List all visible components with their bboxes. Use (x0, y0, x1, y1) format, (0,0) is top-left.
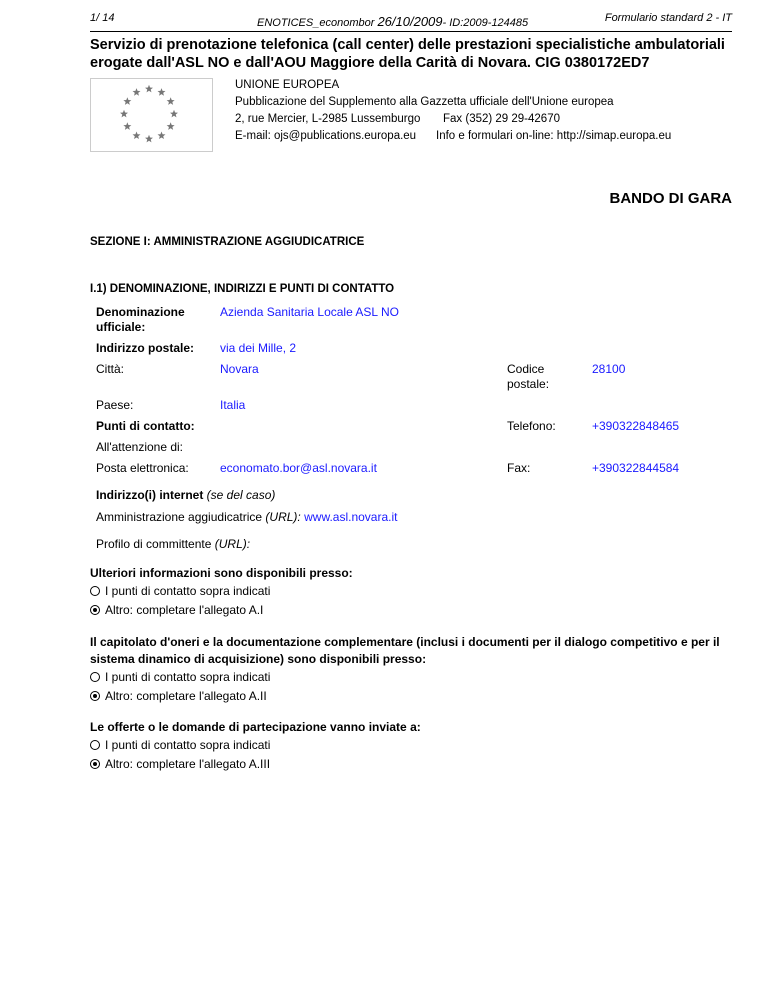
profilo-note: (URL): (214, 537, 251, 551)
capitolato-heading: Il capitolato d'oneri e la documentazione complementare (inclusi i documenti per il dialogo competitivo e per il sistema dinamico di acquisizione) sono disponibili presso: (90, 635, 720, 666)
radio-checked-icon[interactable] (90, 691, 100, 701)
value-cap: 28100 (592, 362, 626, 376)
radio-checked-icon[interactable] (90, 605, 100, 615)
label-paese: Paese: (96, 398, 134, 412)
offerte-option-2[interactable] (90, 757, 270, 771)
eu-publication: Pubblicazione del Supplemento alla Gazzetta ufficiale dell'Unione europea (235, 96, 614, 108)
section-heading: SEZIONE I: AMMINISTRAZIONE AGGIUDICATRICE (90, 236, 365, 248)
radio-unchecked-icon[interactable] (90, 586, 100, 596)
document-number: - ID:2009-124485 (442, 17, 529, 29)
value-fax: +390322844584 (592, 461, 680, 475)
eu-email: E-mail: ojs@publications.europa.eu (235, 130, 417, 142)
eu-star-icon (145, 85, 153, 93)
amministrazione-url[interactable]: www.asl.novara.it (304, 510, 398, 524)
capitolato-option-1[interactable] (90, 670, 270, 684)
ulteriori-option-2-label: Altro: completare l'allegato A.I (105, 603, 264, 617)
document-date: 26/10/2009 (377, 14, 443, 29)
capitolato-option-2[interactable] (90, 689, 267, 703)
profilo-row (96, 537, 250, 551)
ulteriori-option-2[interactable] (90, 603, 263, 617)
offerte-option-1[interactable] (90, 738, 270, 752)
internet-label: Indirizzo(i) internet (96, 488, 204, 502)
label-fax: Fax: (507, 461, 531, 475)
eu-star-icon (133, 131, 141, 139)
eu-star-icon (120, 110, 128, 118)
value-telefono: +390322848465 (592, 419, 680, 433)
offerte-heading: Le offerte o le domande di partecipazione vanno inviate a: (90, 720, 421, 734)
internet-heading (96, 488, 275, 502)
label-punti-contatto: Punti di contatto: (96, 419, 195, 433)
eu-star-icon (145, 135, 153, 143)
ulteriori-heading: Ulteriori informazioni sono disponibili presso: (90, 566, 353, 580)
eu-publication-info (235, 77, 671, 145)
label-citta: Città: (96, 362, 125, 376)
eu-flag-logo (90, 78, 213, 152)
amministrazione-url-row (96, 510, 397, 524)
value-citta: Novara (220, 362, 259, 376)
capitolato-option-2-label: Altro: completare l'allegato A.II (105, 689, 267, 703)
page-number: 1/ 14 (90, 12, 115, 24)
label-telefono: Telefono: (507, 419, 556, 433)
document-id (257, 14, 528, 29)
document-prefix: ENOTICES_econombor (257, 17, 375, 29)
value-denominazione: Azienda Sanitaria Locale ASL NO (220, 305, 399, 319)
eu-info: Info e formulari on-line: http://simap.europa.eu (436, 130, 672, 142)
ulteriori-option-1[interactable] (90, 584, 270, 598)
subsection-heading: I.1) DENOMINAZIONE, INDIRIZZI E PUNTI DI CONTATTO (90, 283, 395, 295)
label-indirizzo: Indirizzo postale: (96, 341, 195, 355)
amministrazione-note: (URL): (265, 510, 301, 524)
radio-checked-icon[interactable] (90, 759, 100, 769)
label-attenzione: All'attenzione di: (96, 440, 184, 454)
radio-unchecked-icon[interactable] (90, 672, 100, 682)
offerte-option-2-label: Altro: completare l'allegato A.III (105, 757, 271, 771)
eu-star-icon (170, 110, 178, 118)
profilo-label: Profilo di committente (96, 537, 212, 551)
value-paese: Italia (220, 398, 246, 412)
offerte-option-1-label: I punti di contatto sopra indicati (105, 738, 271, 752)
eu-star-icon (158, 131, 166, 139)
eu-star-icon (123, 122, 131, 130)
document-type: BANDO DI GARA (609, 190, 732, 207)
eu-star-icon (133, 88, 141, 96)
label-denominazione: Denominazione ufficiale: (96, 305, 185, 334)
value-email[interactable]: economato.bor@asl.novara.it (220, 461, 377, 475)
label-cap: Codice postale: (507, 362, 550, 391)
eu-star-icon (123, 97, 131, 105)
eu-fax: Fax (352) 29 29-42670 (443, 113, 560, 125)
eu-star-icon (167, 122, 175, 130)
eu-star-icon (158, 88, 166, 96)
capitolato-option-1-label: I punti di contatto sopra indicati (105, 670, 271, 684)
internet-note: (se del caso) (206, 488, 276, 502)
eu-address: 2, rue Mercier, L-2985 Lussemburgo (235, 113, 421, 125)
form-name: Formulario standard 2 - IT (604, 12, 732, 24)
eu-star-icon (167, 97, 175, 105)
ulteriori-option-1-label: I punti di contatto sopra indicati (105, 584, 271, 598)
amministrazione-label: Amministrazione aggiudicatrice (96, 510, 263, 524)
header-rule (90, 31, 732, 32)
radio-unchecked-icon[interactable] (90, 740, 100, 750)
eu-stars-icon (91, 79, 212, 151)
value-indirizzo: via dei Mille, 2 (220, 341, 297, 355)
label-email: Posta elettronica: (96, 461, 189, 475)
eu-name: UNIONE EUROPEA (235, 79, 340, 91)
notice-title: Servizio di prenotazione telefonica (call center) delle prestazioni specialistiche ambulatoriali erogate dall'ASL NO e dall'AOU Maggiore della Carità di Novara. CIG 0380172ED7 (90, 37, 725, 71)
